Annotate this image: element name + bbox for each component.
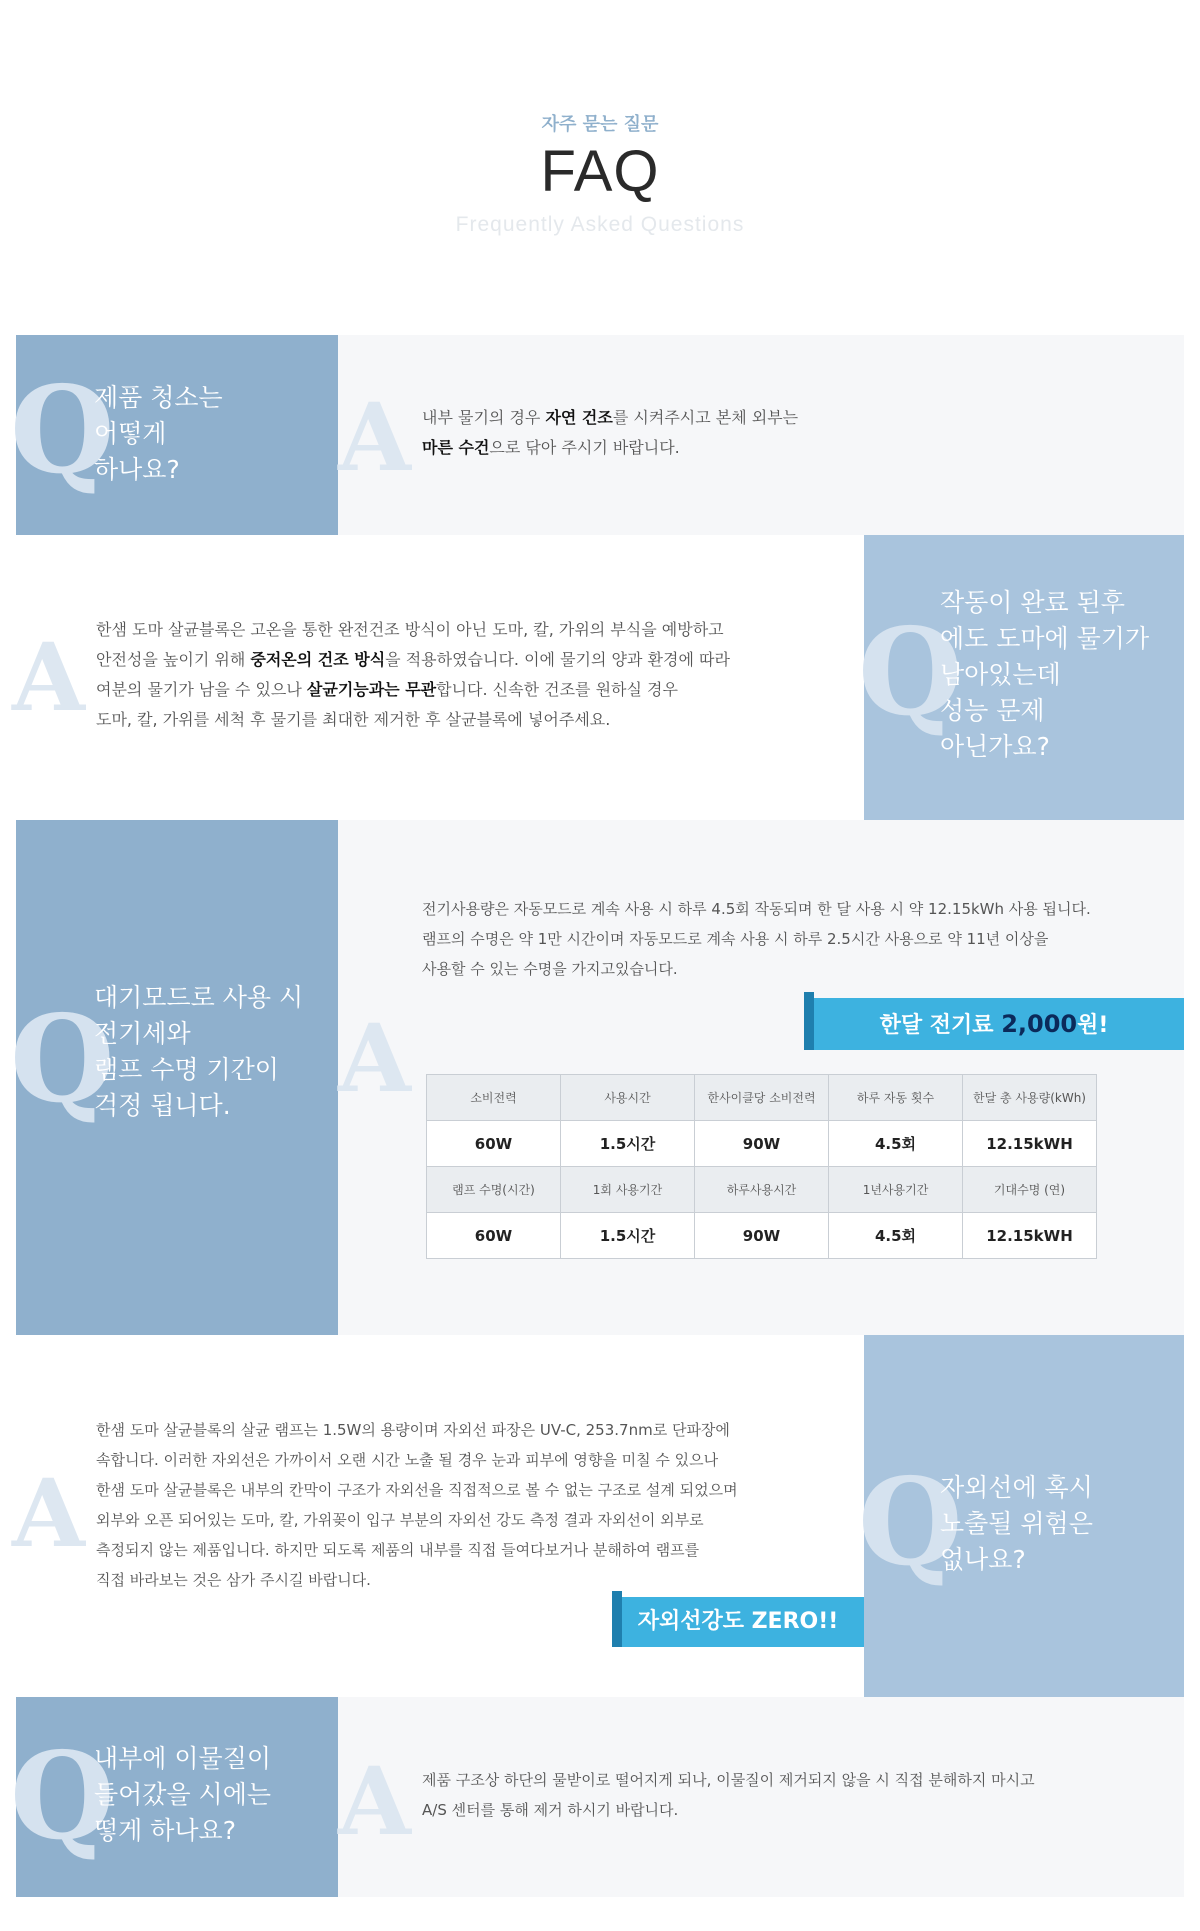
q-letter-icon: Q <box>858 1452 963 1593</box>
question-box <box>858 535 1184 820</box>
header-subtitle: 자주 묻는 질문 <box>541 114 659 135</box>
answer-text: 제품 구조상 하단의 물받이로 떨어지게 되나, 이물질이 제거되지 않을 시 직접 분해하지 마시고 A/S 센터를 통해 제거 하시기 바랍니다. <box>422 1771 1035 1819</box>
header-title: FAQ <box>540 139 660 204</box>
answer-text: 한샘 도마 살균블록의 살균 램프는 1.5W의 용량이며 자외선 파장은 UV-C, 253.7nm로 단파장에 속합니다. 이러한 자외선은 가까이서 오랜 시간 노출 될 경우 눈과 피부에 영향을 미칠 수 있으나 한샘 도마 살균블록은 내부의 칸막이 구조가 자외선을 직접적으로 볼 수 없는 구조로 설계 되었으며 외부와 오픈 되어있는 도마, 칼, 가위꽂이 입구 부분의 자외선 강도 측정 결과 자외선이 외부로 측정되지 않는 제품입니다. 하지만 되도록 제품의 내부를 직접 들여다보거나 분해하여 램프를 직접 바라보는 것은 삼가 주시길 바랍니다. <box>96 1421 738 1589</box>
ribbon-fold <box>612 1591 622 1647</box>
table-header-row <box>427 1075 1097 1121</box>
table-cell: 12.15kWH <box>963 1121 1097 1167</box>
a-letter-icon: A <box>12 623 85 733</box>
table-cell: 1.5시간 <box>561 1121 695 1167</box>
table-cell: 12.15kWH <box>963 1213 1097 1259</box>
question-box <box>10 1697 338 1897</box>
question-text: 작동이 완료 된후 에도 도마에 물기가 남아있는데 성능 문제 아닌가요? <box>940 588 1150 761</box>
ribbon-fold <box>804 992 814 1050</box>
q-letter-icon: Q <box>10 1726 115 1867</box>
table-header-cell: 램프 수명(시간) <box>427 1167 561 1213</box>
faq-item-5 <box>10 1697 1184 1897</box>
answer-text: 한샘 도마 살균블록은 고온을 통한 완전건조 방식이 아닌 도마, 칼, 가위의 부식을 예방하고 안전성을 높이기 위해 중저온의 건조 방식을 적용하였습니다. 이에 물기의 양과 환경에 따라 여분의 물기가 남을 수 있으나 살균기능과는 무관합니다. 신속한 건조를 원하실 경우 도마, 칼, 가위를 세척 후 물기를 최대한 제거한 후 살균블록에 넣어주세요. <box>96 620 730 729</box>
faq-header <box>0 0 1200 300</box>
table-header-cell: 1년사용기간 <box>829 1167 963 1213</box>
table-row <box>427 1121 1097 1167</box>
question-box <box>10 820 338 1335</box>
question-box <box>10 335 338 535</box>
question-box <box>858 1335 1184 1697</box>
answer-text: 내부 물기의 경우 자연 건조를 시켜주시고 본체 외부는 마른 수건으로 닦아 주시기 바랍니다. <box>422 408 799 457</box>
ribbon-prefix: 한달 전기료 <box>879 1013 1002 1038</box>
faq-item-1 <box>10 335 1184 535</box>
a-letter-icon: A <box>12 1459 85 1569</box>
table-header-cell: 하루 자동 횟수 <box>829 1075 963 1121</box>
ribbon-label: 자외선강도 ZERO!! <box>637 1609 839 1634</box>
table-cell: 4.5회 <box>829 1213 963 1259</box>
table-header-cell: 기대수명 (연) <box>963 1167 1097 1213</box>
question-text: 대기모드로 사용 시 전기세와 램프 수명 기간이 걱정 됩니다. <box>94 983 304 1120</box>
table-header-cell: 1회 사용기간 <box>561 1167 695 1213</box>
faq-item-4 <box>12 1335 1184 1707</box>
a-letter-icon: A <box>338 383 411 493</box>
table-header-cell: 사용시간 <box>561 1075 695 1121</box>
table-header-cell: 한사이클당 소비전력 <box>695 1075 829 1121</box>
answer-text: 전기사용량은 자동모드로 계속 사용 시 하루 4.5회 작동되며 한 달 사용 시 약 12.15kWh 사용 됩니다. 램프의 수명은 약 1만 시간이며 자동모드로 계속 사용 시 하루 2.5시간 사용으로 약 11년 이상을 사용할 수 있는 수명을 가지고있습니다. <box>422 900 1091 978</box>
table-header-cell: 하루사용시간 <box>695 1167 829 1213</box>
question-text: 내부에 이물질이 들어갔을 시에는 떻게 하나요? <box>94 1744 271 1845</box>
faq-item-3 <box>10 820 1184 1335</box>
q-letter-icon: Q <box>10 989 115 1130</box>
ribbon-value: 2,000 <box>1001 1010 1078 1038</box>
table-header-row <box>427 1167 1097 1213</box>
table-cell: 60W <box>427 1121 561 1167</box>
table-cell: 4.5회 <box>829 1121 963 1167</box>
table-header-cell: 소비전력 <box>427 1075 561 1121</box>
q-letter-icon: Q <box>10 360 115 501</box>
ribbon-suffix: 원! <box>1077 1013 1109 1038</box>
faq-item-2 <box>12 535 1184 820</box>
question-text: 자외선에 혹시 노출될 위험은 없나요? <box>940 1473 1093 1574</box>
table-cell: 90W <box>695 1121 829 1167</box>
table-cell: 1.5시간 <box>561 1213 695 1259</box>
table-cell: 90W <box>695 1213 829 1259</box>
header-english: Frequently Asked Questions <box>455 213 745 236</box>
table-cell: 60W <box>427 1213 561 1259</box>
usage-table <box>426 1074 1097 1259</box>
electricity-cost-ribbon <box>804 998 1184 1050</box>
a-letter-icon: A <box>338 1004 411 1114</box>
a-letter-icon: A <box>338 1747 411 1857</box>
table-row <box>427 1213 1097 1259</box>
table-header-cell: 한달 총 사용량(kWh) <box>963 1075 1097 1121</box>
q-letter-icon: Q <box>858 602 963 743</box>
uv-zero-ribbon <box>612 1597 864 1647</box>
question-text: 제품 청소는 어떻게 하나요? <box>94 383 223 484</box>
